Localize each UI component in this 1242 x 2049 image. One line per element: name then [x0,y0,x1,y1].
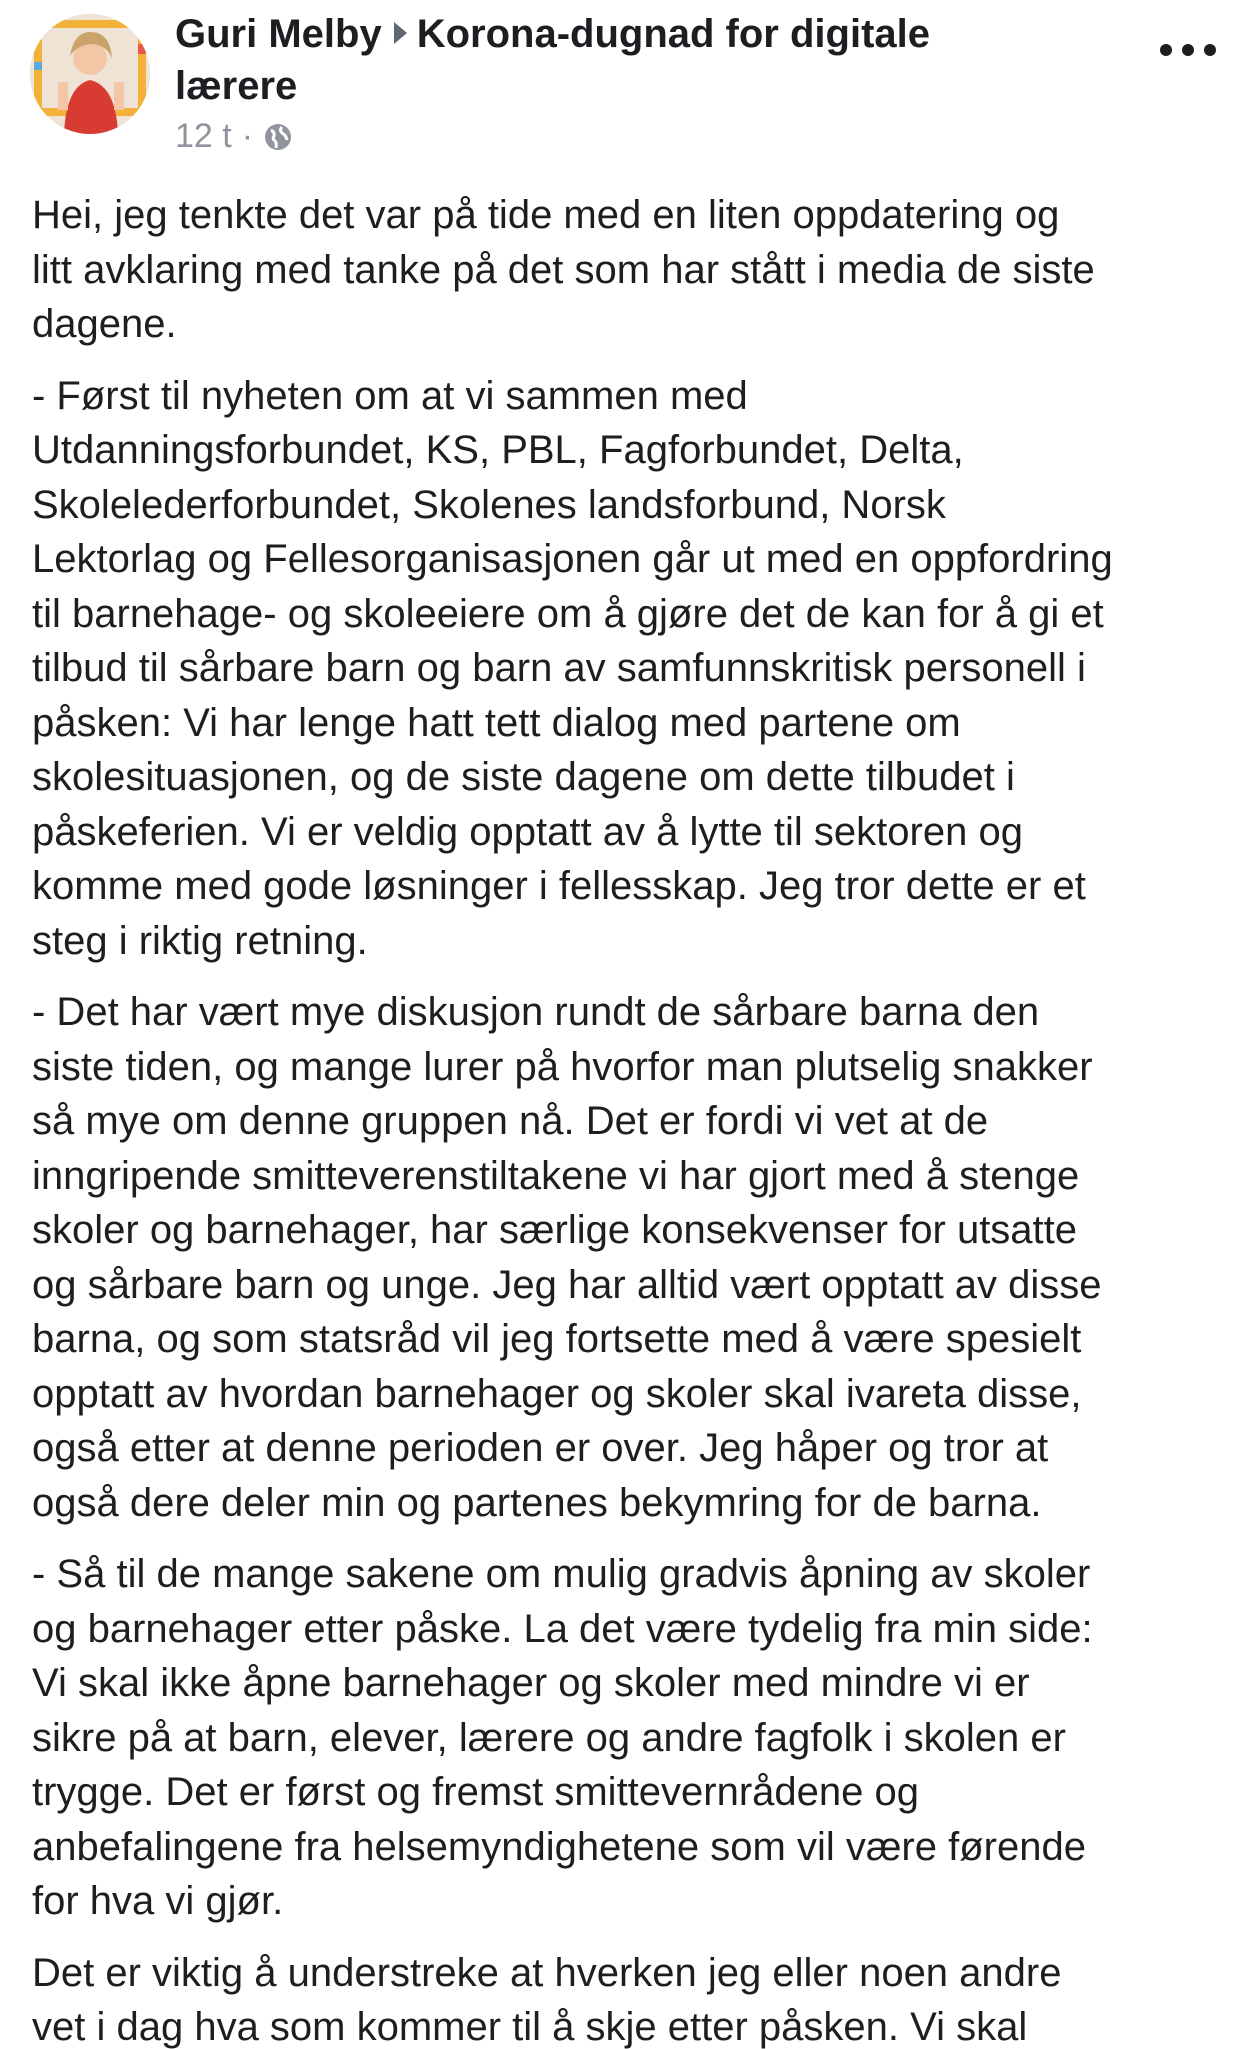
post-text-line: Det er viktig å understreke at hverken jeg eller noen andre [32,1950,1062,1995]
post-header [0,0,1242,180]
post-text-line: dagene. [32,302,177,346]
post-title-line-2 [175,60,1055,112]
post-text-line: også etter at denne perioden er over. Jeg håper og tror at [32,1426,1049,1470]
author-name[interactable]: Guri Melby [175,12,382,56]
more-dot-1 [1160,44,1172,56]
post-text-line: - Det har vært mye diskusjon rundt de sårbare barna den [32,990,1040,1034]
post-text-line: Vi skal ikke åpne barnehager og skoler med mindre vi er [32,1661,1030,1705]
post-text-line: sikre på at barn, elever, lærere og andre fagfolk i skolen er [32,1715,1066,1760]
post-text-line: barna, og som statsråd vil jeg fortsette med å være spesielt [32,1317,1082,1361]
post-meta [175,116,1055,156]
post-paragraph [32,1547,1222,1929]
post-text-line: siste tiden, og mange lurer på hvorfor man plutselig snakker [32,1044,1093,1089]
post-paragraph [32,1946,1222,2049]
post-text-line: også dere deler min og partenes bekymring for de barna. [32,1480,1042,1525]
post-text-line: og sårbare barn og unge. Jeg har alltid vært opptatt av disse [32,1262,1102,1307]
post-text-line: skolesituasjonen, og de siste dagene om dette tilbudet i [32,755,1015,799]
post-title-line-1 [175,8,1055,60]
post-text-line: til barnehage- og skoleeiere om å gjøre det de kan for å gi et [32,591,1104,636]
post-paragraph [32,985,1222,1530]
more-dot-2 [1182,44,1194,56]
post-body [32,188,1222,2049]
post-text-line: - Så til de mange sakene om mulig gradvis åpning av skoler [32,1552,1091,1596]
globe-icon [263,121,293,151]
post-text-line: og barnehager etter påske. La det være tydelig fra min side: [32,1606,1093,1651]
post-text-line: litt avklaring med tanke på det som har stått i media de siste [32,247,1095,292]
post-text-line: påsken: Vi har lenge hatt tett dialog med partene om [32,700,961,745]
meta-separator: · [241,117,254,155]
post-paragraph [32,369,1222,969]
group-name-continued[interactable]: lærere [175,64,298,108]
post-text-line: komme med gode løsninger i fellesskap. Jeg tror dette er et [32,864,1086,908]
avatar[interactable] [30,14,150,134]
more-options-icon[interactable] [1160,36,1216,64]
post-paragraph [32,188,1222,352]
group-name[interactable]: Korona-dugnad for digitale [416,12,931,56]
post-text-line: påskeferien. Vi er veldig opptatt av å lytte til sektoren og [32,809,1023,854]
post-text-line: - Først til nyheten om at vi sammen med [32,373,748,418]
post-text-line: Skolelederforbundet, Skolenes landsforbund, Norsk [32,482,946,527]
post-header-text [175,8,1055,156]
arrow-right-icon [394,22,407,44]
post-text-line: anbefalingene fra helsemyndighetene som vil være førende [32,1824,1086,1869]
post-text-line: Lektorlag og Fellesorganisasjonen går ut med en oppfordring [32,537,1113,581]
post-text-line: så mye om denne gruppen nå. Det er fordi vi vet at de [32,1099,989,1143]
post-timestamp[interactable]: 12 t [175,117,232,155]
post-text-line: Hei, jeg tenkte det var på tide med en liten oppdatering og [32,193,1060,237]
post-text-line: tilbud til sårbare barn og barn av samfunnskritisk personell i [32,646,1086,690]
post-text-line: for hva vi gjør. [32,1879,284,1923]
post-text-line: vet i dag hva som kommer til å skje etter påsken. Vi skal [32,2005,1028,2049]
post-text-line: skoler og barnehager, har særlige konsekvenser for utsatte [32,1208,1078,1252]
post-text-line: trygge. Det er først og fremst smittevernrådene og [32,1770,920,1814]
post-text-line: Utdanningsforbundet, KS, PBL, Fagforbundet, Delta, [32,428,964,472]
post-text-line: steg i riktig retning. [32,918,368,963]
post-text-line: inngripende smitteverenstiltakene vi har gjort med å stenge [32,1153,1080,1198]
more-dot-3 [1204,44,1216,56]
post-text-line: opptatt av hvordan barnehager og skoler skal ivareta disse, [32,1371,1082,1416]
